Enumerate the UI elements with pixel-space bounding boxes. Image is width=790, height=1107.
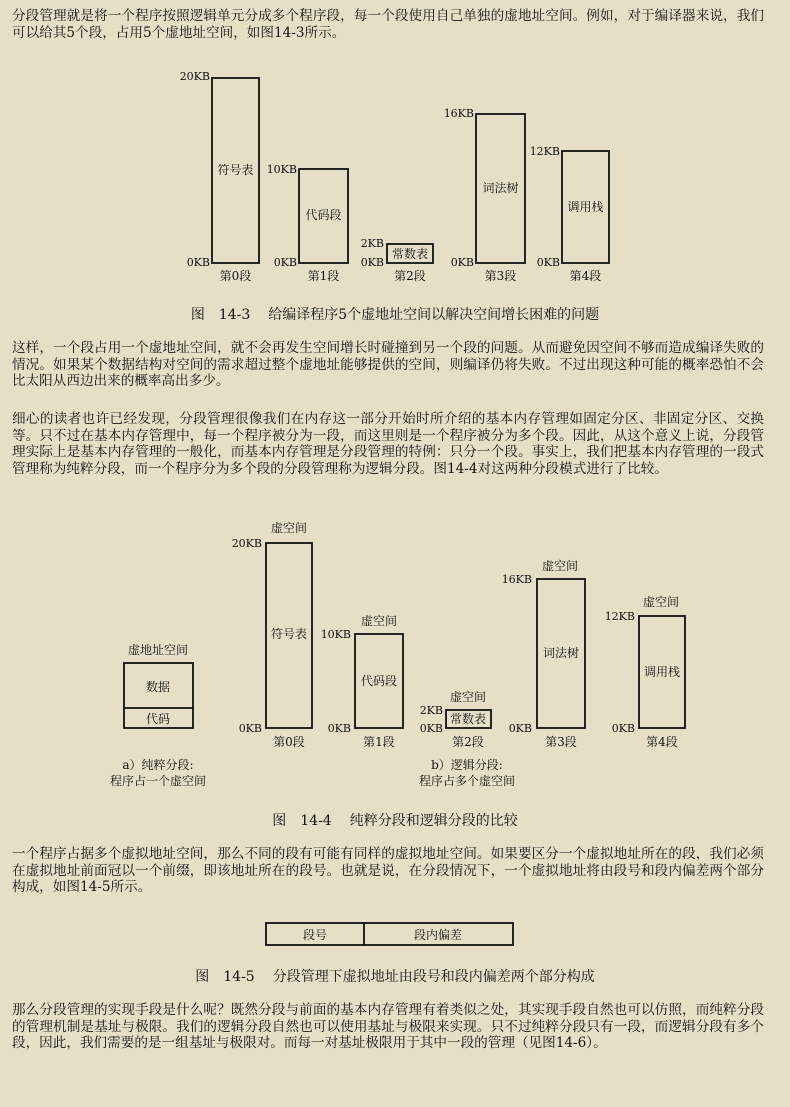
logical-seg-1-label: 第1段	[363, 735, 395, 749]
segment-offset-field: 段内偏差	[413, 928, 463, 942]
segment-2-label: 第2段	[394, 269, 426, 283]
segment-0-name: 符号表	[217, 163, 254, 177]
caption-text: 分段管理下虚拟地址由段号和段内偏差两个部分构成	[272, 969, 595, 985]
logical-caption-line2: 程序占多个虚空间	[418, 774, 516, 788]
segment-0-label: 第0段	[219, 269, 252, 283]
logical-seg-0-label: 第0段	[273, 735, 305, 749]
logical-seg-2-label: 第2段	[452, 735, 484, 749]
segment-1-name: 代码段	[305, 208, 342, 222]
segment-3-name: 词法树	[482, 181, 519, 195]
logical-seg-3-name: 词法树	[542, 646, 580, 660]
paragraph-comparison: 细心的读者也许已经发现，分段管理很像我们在内存这一部分开始时所介绍的基本内存管理如固定分区、非固定分区、交换等。只不过在基本内存管理中，每一个程序被分为一段，而这里则是一个程序被分为多个段。因此，从这个意义上说，分段管理实际上是基本内存管理的一般化，而基本内存管理是分段管理的特例：只分一个段。事实上，我们把基本内存管理的一段式管理称为纯粹分段，而一个程序分为多个段的分段管理称为逻辑分段。图14-4对这两种分段模式进行了比较。	[12, 411, 764, 477]
logical-seg-4-zero: 0KB	[611, 722, 635, 735]
pure-code-label: 代码	[145, 712, 171, 726]
logical-seg-3-label: 第3段	[545, 735, 577, 749]
segment-4-size: 12KB	[529, 145, 560, 158]
logical-seg-3-size: 16KB	[501, 573, 532, 586]
logical-seg-0-zero: 0KB	[238, 722, 262, 735]
logical-seg-2-zero: 0KB	[419, 722, 443, 735]
logical-seg-1-space: 虚空间	[360, 614, 398, 628]
segment-1-zero: 0KB	[273, 256, 297, 269]
figure-14-3	[0, 62, 790, 288]
pure-caption-line1: a）纯粹分段:	[122, 758, 194, 772]
figure-14-5-caption	[0, 966, 790, 986]
pure-caption-line2: 程序占一个虚空间	[109, 774, 207, 788]
logical-seg-2-name: 常数表	[449, 712, 487, 726]
logical-seg-4-size: 12KB	[604, 610, 635, 623]
segment-4-zero: 0KB	[536, 256, 560, 269]
figure-14-4	[0, 515, 790, 795]
segment-0-size: 20KB	[179, 70, 210, 83]
segment-2-zero: 0KB	[360, 256, 384, 269]
segment-2-name: 常数表	[391, 247, 429, 261]
segment-3-size: 16KB	[443, 107, 474, 120]
logical-seg-4-space: 虚空间	[642, 595, 680, 609]
segment-1-label: 第1段	[307, 269, 340, 283]
logical-seg-2-space: 虚空间	[449, 690, 487, 704]
logical-caption-line1: b）逻辑分段:	[431, 758, 503, 772]
paragraph-virtual-address: 一个程序占据多个虚拟地址空间，那么不同的段有可能有同样的虚拟地址空间。如果要区分一个虚拟地址所在的段，我们必须在虚拟地址前面冠以一个前缀，即该地址所在的段号。也就是说，在分段情况下，一个虚拟地址将由段号和段内偏差两个部分构成，如图14-5所示。	[12, 846, 764, 895]
segment-number-field: 段号	[302, 928, 328, 942]
segment-3-zero: 0KB	[450, 256, 474, 269]
segment-4-label: 第4段	[569, 269, 602, 283]
caption-number: 图 14-3	[190, 307, 251, 323]
logical-seg-1-size: 10KB	[320, 628, 351, 641]
paragraph-implementation: 那么分段管理的实现手段是什么呢？既然分段与前面的基本内存管理有着类似之处，其实现手段自然也可以仿照，而纯粹分段的管理机制是基址与极限。我们的逻辑分段自然也可以使用基址与极限来实现。只不过纯粹分段只有一段，而逻辑分段有多个段，因此，我们需要的是一组基址与极限对。而每一对基址极限用于其中一段的管理（见图14-6）。	[12, 1002, 764, 1051]
logical-seg-4-label: 第4段	[646, 735, 678, 749]
caption-number: 图 14-5	[195, 969, 255, 985]
logical-seg-0-space: 虚空间	[270, 521, 308, 535]
caption-text: 给编译程序5个虚地址空间以解决空间增长困难的问题	[268, 307, 600, 323]
figure-14-4-caption	[0, 810, 790, 830]
paragraph-intro: 分段管理就是将一个程序按照逻辑单元分成多个程序段，每一个段使用自己单独的虚地址空间。例如，对于编译器来说，我们可以给其5个段，占用5个虚地址空间，如图14-3所示。	[12, 8, 764, 41]
logical-seg-3-zero: 0KB	[508, 722, 532, 735]
logical-seg-0-name: 符号表	[270, 627, 308, 641]
logical-seg-1-zero: 0KB	[327, 722, 351, 735]
segment-4-name: 调用栈	[567, 200, 604, 214]
logical-seg-3-space: 虚空间	[541, 559, 579, 573]
caption-text: 纯粹分段和逻辑分段的比较	[349, 813, 518, 829]
paragraph-space-growth: 这样，一个段占用一个虚地址空间，就不会再发生空间增长时碰撞到另一个段的问题。从而避免因空间不够而造成编译失败的情况。如果某个数据结构对空间的需求超过整个虚地址能够提供的空间，则编译仍将失败。不过出现这种可能的概率恐怕不会比太阳从西边出来的概率高出多少。	[12, 340, 764, 389]
segment-0-zero: 0KB	[186, 256, 210, 269]
logical-seg-2-size: 2KB	[419, 704, 443, 717]
figure-14-5	[0, 915, 790, 955]
caption-number: 图 14-4	[272, 813, 332, 829]
logical-seg-0-size: 20KB	[231, 537, 262, 550]
figure-14-3-caption	[0, 304, 790, 324]
segment-1-size: 10KB	[266, 163, 297, 176]
logical-seg-4-name: 调用栈	[643, 665, 681, 679]
pure-space-title: 虚地址空间	[127, 643, 189, 657]
segment-3-label: 第3段	[484, 269, 517, 283]
logical-seg-1-name: 代码段	[360, 674, 398, 688]
segment-2-size: 2KB	[360, 237, 384, 250]
pure-data-label: 数据	[145, 680, 171, 694]
